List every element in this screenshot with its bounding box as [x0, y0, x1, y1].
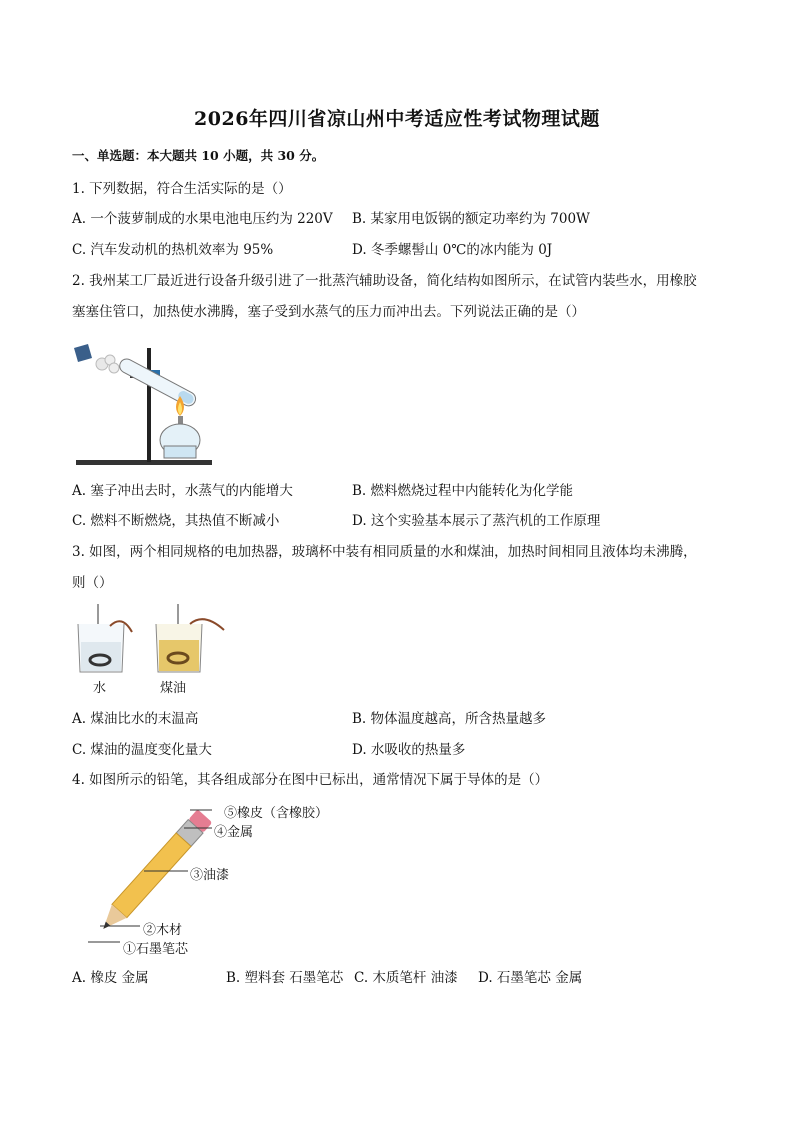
pencil-label-paint: ③油漆 — [190, 868, 230, 883]
q1-option-a[interactable]: A. 一个菠萝制成的水果电池电压约为 220V — [72, 211, 333, 227]
q3-option-c[interactable]: C. 煤油的温度变化量大 — [72, 742, 212, 758]
q4-option-b[interactable]: B. 塑料套 石墨笔芯 — [226, 970, 344, 986]
q2-option-d[interactable]: D. 这个实验基本展示了蒸汽机的工作原理 — [352, 513, 601, 529]
pencil-label-eraser: ⑤橡皮（含橡胶） — [224, 806, 329, 821]
q2-option-b[interactable]: B. 燃料燃烧过程中内能转化为化学能 — [352, 483, 574, 499]
q4-option-a[interactable]: A. 橡皮 金属 — [72, 970, 149, 986]
q4-option-c[interactable]: C. 木质笔杆 油漆 — [354, 970, 458, 986]
label-water: 水 — [93, 681, 107, 696]
q1-option-c[interactable]: C. 汽车发动机的热机效率为 95% — [72, 242, 274, 258]
steam-experiment-figure — [68, 336, 218, 470]
q1-stem: 1. 下列数据，符合生活实际的是（） — [72, 181, 292, 197]
pencil-label-wood: ②木材 — [143, 923, 183, 938]
q2-option-c[interactable]: C. 燃料不断燃烧，其热值不断减小 — [72, 513, 280, 529]
pencil-label-graphite: ①石墨笔芯 — [123, 942, 189, 957]
page-title: 2026年四川省凉山州中考适应性考试物理试题 — [194, 108, 600, 130]
q4-stem: 4. 如图所示的铅笔，其各组成部分在图中已标出，通常情况下属于导体的是（） — [72, 772, 549, 788]
q3-stem-line1: 3. 如图，两个相同规格的电加热器，玻璃杯中装有相同质量的水和煤油，加热时间相同且液体均未沸腾， — [72, 544, 697, 560]
q4-option-d[interactable]: D. 石墨笔芯 金属 — [478, 970, 583, 986]
q3-option-b[interactable]: B. 物体温度越高，所含热量越多 — [352, 711, 547, 727]
q3-stem-line2: 则（） — [72, 575, 113, 591]
q3-option-d[interactable]: D. 水吸收的热量多 — [352, 742, 466, 758]
section-heading: 一、单选题：本大题共 10 小题，共 30 分。 — [72, 148, 325, 163]
q3-option-a[interactable]: A. 煤油比水的末温高 — [72, 711, 199, 727]
q2-stem-line1: 2. 我州某工厂最近进行设备升级引进了一批蒸汽辅助设备，简化结构如图所示，在试管内装些水，用橡胶 — [72, 273, 697, 289]
q1-option-d[interactable]: D. 冬季螺髻山 0℃的冰内能为 0J — [352, 242, 553, 258]
q1-option-b[interactable]: B. 某家用电饭锅的额定功率约为 700W — [352, 211, 590, 227]
q2-option-a[interactable]: A. 塞子冲出去时，水蒸气的内能增大 — [72, 483, 293, 499]
beakers-figure — [72, 604, 242, 676]
label-kerosene: 煤油 — [160, 681, 187, 696]
pencil-label-metal: ④金属 — [214, 825, 254, 840]
q2-stem-line2: 塞塞住管口，加热使水沸腾，塞子受到水蒸气的压力而冲出去。下列说法正确的是（） — [72, 304, 585, 320]
